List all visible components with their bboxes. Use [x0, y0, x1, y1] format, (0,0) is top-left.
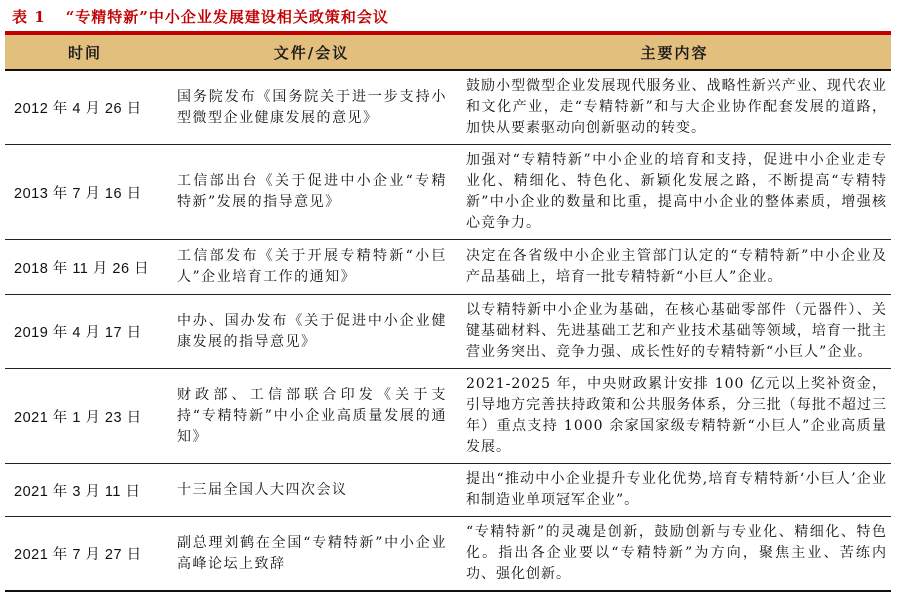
policy-table	[5, 31, 891, 592]
cell-time: 2013 年 7 月 16 日	[5, 145, 165, 240]
cell-time: 2021 年 7 月 27 日	[5, 517, 165, 592]
cell-document: 财政部、工信部联合印发《关于支持“专精特新”中小企业高质量发展的通知》	[165, 369, 458, 464]
col-header-document: 文件/会议	[165, 33, 458, 70]
table-row	[5, 240, 891, 295]
policy-table-body	[5, 70, 891, 591]
cell-time: 2019 年 4 月 17 日	[5, 295, 165, 369]
cell-content: 决定在各省级中小企业主管部门认定的“专精特新”中小企业及产品基础上，培育一批专精特新“小巨人”企业。	[458, 240, 891, 295]
cell-time: 2018 年 11 月 26 日	[5, 240, 165, 295]
table-row	[5, 295, 891, 369]
table-row	[5, 70, 891, 145]
cell-document: 中办、国办发布《关于促进中小企业健康发展的指导意见》	[165, 295, 458, 369]
cell-content: 加强对“专精特新”中小企业的培育和支持，促进中小企业走专业化、精细化、特色化、新颖化发展之路，不断提高“专精特新”中小企业的数量和比重，提高中小企业的整体素质，增强核心竞争力。	[458, 145, 891, 240]
cell-content: 2021-2025 年，中央财政累计安排 100 亿元以上奖补资金，引导地方完善扶持政策和公共服务体系，分三批（每批不超过三年）重点支持 1000 余家国家级专精特新“小巨人”企业高质量发展。	[458, 369, 891, 464]
cell-document: 工信部发布《关于开展专精特新“小巨人”企业培育工作的通知》	[165, 240, 458, 295]
cell-content: 以专精特新中小企业为基础，在核心基础零部件（元器件）、关键基础材料、先进基础工艺和产业技术基础等领域，培育一批主营业务突出、竞争力强、成长性好的专精特新“小巨人”企业。	[458, 295, 891, 369]
col-header-time: 时间	[5, 33, 165, 70]
cell-document: 十三届全国人大四次会议	[165, 464, 458, 517]
cell-document: 国务院发布《国务院关于进一步支持小型微型企业健康发展的意见》	[165, 70, 458, 145]
header-row	[5, 33, 891, 70]
table-row	[5, 145, 891, 240]
cell-content: 提出“推动中小企业提升专业化优势,培育专精特新‘小巨人’企业和制造业单项冠军企业”。	[458, 464, 891, 517]
cell-time: 2021 年 1 月 23 日	[5, 369, 165, 464]
cell-document: 工信部出台《关于促进中小企业“专精特新”发展的指导意见》	[165, 145, 458, 240]
cell-content: “专精特新”的灵魂是创新，鼓励创新与专业化、精细化、特色化。指出各企业要以“专精特新”为方向，聚焦主业、苦练内功、强化创新。	[458, 517, 891, 592]
cell-time: 2012 年 4 月 26 日	[5, 70, 165, 145]
table-row	[5, 517, 891, 592]
table-row	[5, 464, 891, 517]
table-title	[5, 5, 894, 31]
cell-content: 鼓励小型微型企业发展现代服务业、战略性新兴产业、现代农业和文化产业，走“专精特新”和与大企业协作配套发展的道路，加快从要素驱动向创新驱动的转变。	[458, 70, 891, 145]
cell-time: 2021 年 3 月 11 日	[5, 464, 165, 517]
table-title-text: “专精特新”中小企业发展建设相关政策和会议	[65, 8, 389, 26]
cell-document: 副总理刘鹤在全国“专精特新”中小企业高峰论坛上致辞	[165, 517, 458, 592]
col-header-content: 主要内容	[458, 33, 891, 70]
table-row	[5, 369, 891, 464]
table-label: 表 1	[12, 8, 46, 26]
